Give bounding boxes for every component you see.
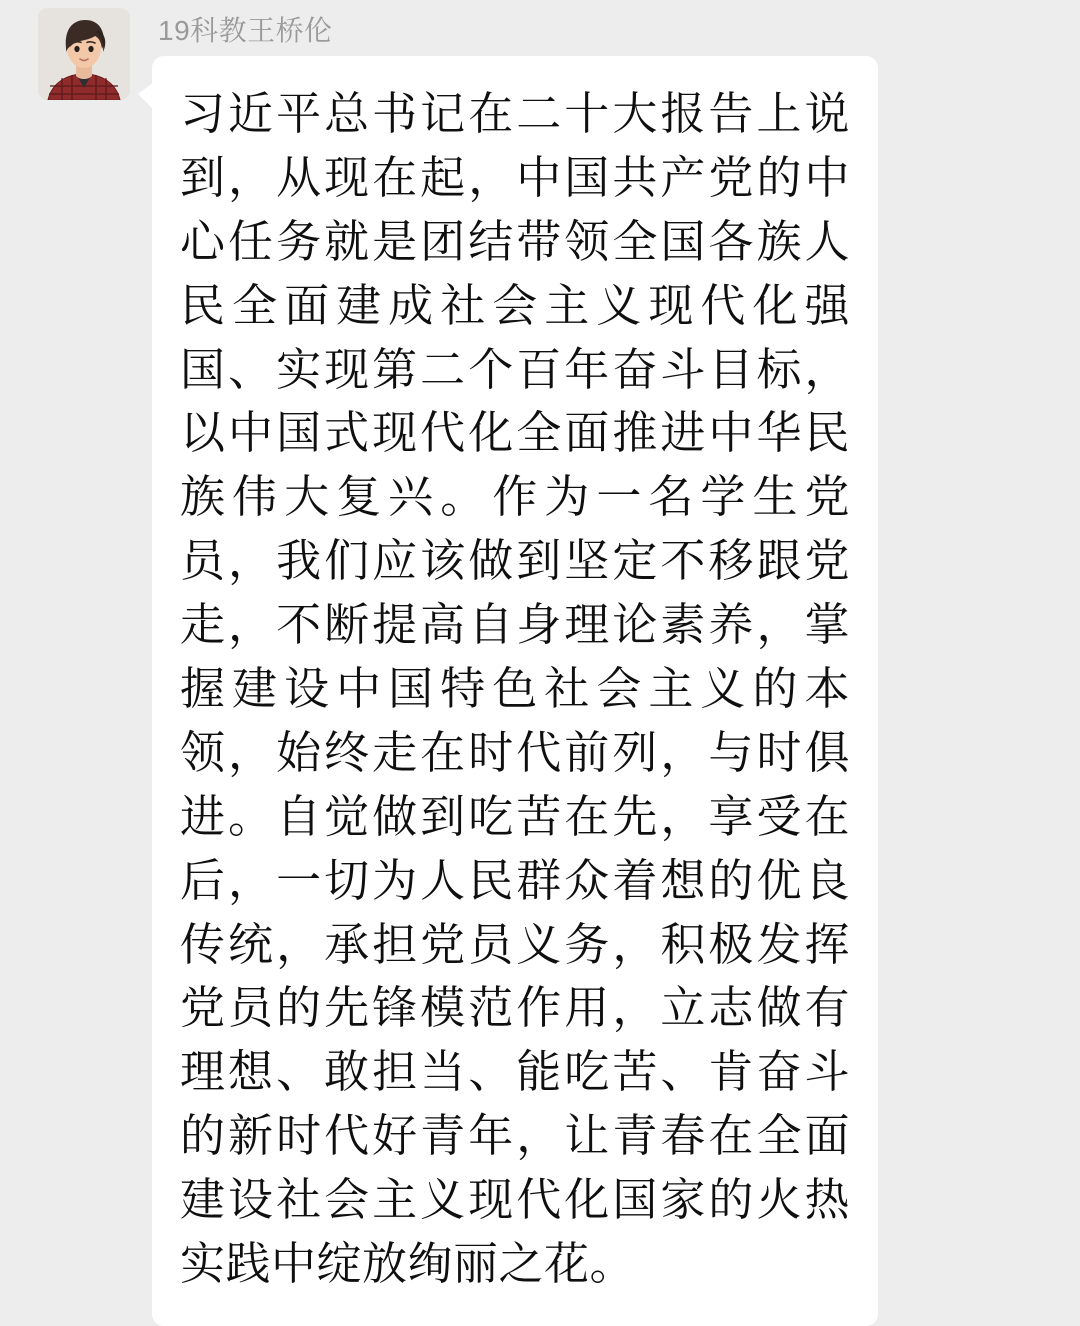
user-avatar-illustration-icon <box>38 8 130 100</box>
sender-name: 19科教王桥伦 <box>158 15 333 46</box>
avatar[interactable] <box>38 8 130 100</box>
message-text-bubble[interactable]: 习近平总书记在二十大报告上说到，从现在起，中国共产党的中心任务就是团结带领全国各族人民全面建成社会主义现代化强国、实现第二个百年奋斗目标，以中国式现代化全面推进中华民族伟大复兴。作为一名学生党员，我们应该做到坚定不移跟党走，不断提高自身理论素养，掌握建设中国特色社会主义的本领，始终走在时代前列，与时俱进。自觉做到吃苦在先，享受在后，一切为人民群众着想的优良传统，承担党员义务，积极发挥党员的先锋模范作用，立志做有理想、敢担当、能吃苦、肯奋斗的新时代好青年，让青春在全面建设社会主义现代化国家的火热实践中绽放绚丽之花。 <box>152 56 878 1326</box>
message-bubble-wrapper <box>152 56 1056 1326</box>
message-content <box>152 8 1056 1326</box>
